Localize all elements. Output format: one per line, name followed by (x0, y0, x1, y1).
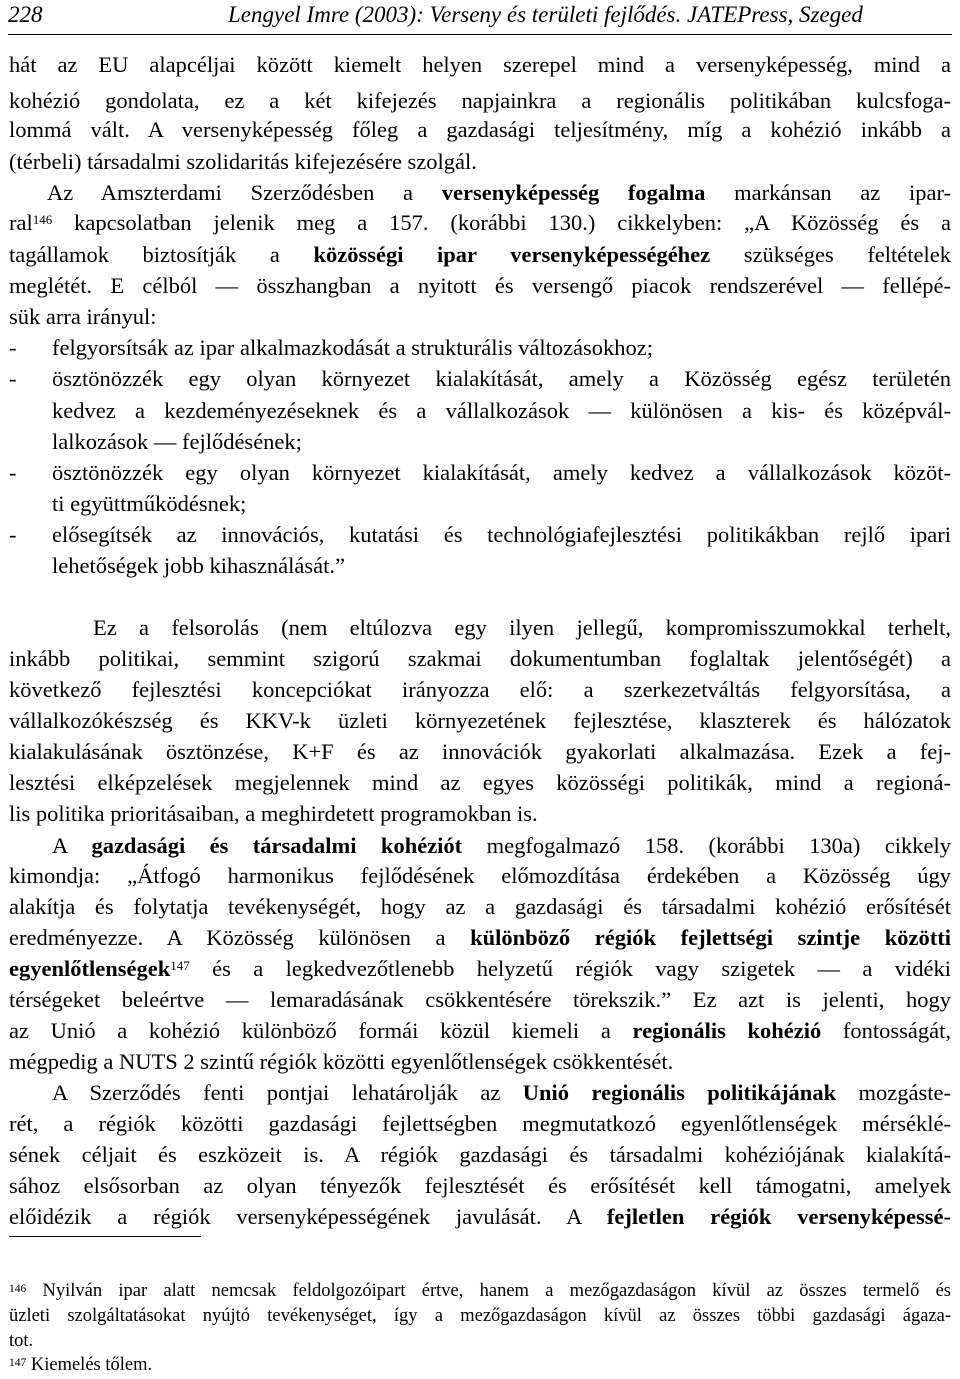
text-line: lommá vált. A versenyképesség főleg a gazdasági teljesítmény, míg a kohézió inkább a (9, 117, 951, 142)
list-item: felgyorsítsák az ipar alkalmazkodását a strukturális változásokhoz; (52, 335, 654, 360)
text-line (9, 209, 951, 237)
text-run: szükséges feltételek (710, 242, 952, 267)
text-line (47, 179, 951, 207)
text-run: A Szerződés fenti pontjai lehatárolják az (52, 1080, 523, 1105)
list-item-cont: lehetőségek jobb kihasználását.” (52, 553, 346, 578)
emphasis: egyenlőtlenségek (9, 956, 171, 981)
text-line: sük arra irányul: (9, 304, 157, 329)
footnote-text: Kiemelés tőlem. (26, 1355, 153, 1375)
text-line: alakítja és folytatja tevékenységét, hogy az a gazdasági és társadalmi kohézió erősítését (9, 894, 951, 919)
page-number: 228 (8, 2, 43, 27)
text-line: kohézió gondolata, ez a két kifejezés napjainkra a regionális politikában kulcsfoga- (9, 88, 951, 113)
list-item-cont: kedvez a kezdeményezéseknek és a vállalkozások — különösen a kis- és középvál- (52, 398, 951, 423)
text-line: meglétét. E célból — összhangban a nyitott és versengő piacok rendszerével — fellépé- (9, 273, 951, 298)
list-item: elősegítsék az innovációs, kutatási és technológiafejlesztési politikákban rejlő ipari (52, 522, 951, 547)
bullet-dash: - (9, 522, 17, 547)
text-line (9, 924, 951, 952)
text-run: előidézik a régiók versenyképességének javulását. A (9, 1204, 607, 1229)
emphasis: regionális kohézió (632, 1018, 822, 1043)
text-run: megfogalmazó 158. (korábbi 130a) cikkely (462, 833, 951, 858)
text-line: (térbeli) társadalmi szolidaritás kifejezésére szolgál. (9, 149, 477, 174)
text-run: eredményezze. A Közösség különösen a (9, 925, 471, 950)
bullet-dash: - (9, 335, 17, 360)
text-line: sához elsősorban az olyan tényezők fejlesztését és erősítését kell támogatni, amelyek (9, 1173, 951, 1198)
text-run: Az Amszterdami Szerződésben a (47, 180, 442, 205)
footnote-ref-146: 146 (32, 212, 53, 227)
emphasis: fejletlen régiók versenyképessé- (606, 1204, 951, 1229)
text-line: lis politika prioritásaiban, a meghirdetett programokban is. (9, 801, 538, 826)
footnote-147 (9, 1353, 951, 1377)
text-line: következő fejlesztési koncepciókat irányozza elő: a szerkezetváltás felgyorsítása, a (9, 677, 951, 702)
text-line: sének céljait és eszközeit is. A régiók gazdasági és társadalmi kohéziójának kialakítá- (9, 1142, 951, 1167)
list-item: ösztönözzék egy olyan környezet kialakítását, amely kedvez a vállalkozások közöt- (52, 460, 951, 485)
text-line (52, 832, 951, 860)
text-line: inkább politikai, semmint szigorú szakmai dokumentumban foglaltak jelentőségét) a (9, 646, 951, 671)
text-line: kialakulásának ösztönzése, K+F és az innovációk gyakorlati alkalmazása. Ezek a fej- (9, 739, 951, 764)
emphasis: versenyképesség fogalma (441, 180, 706, 205)
text-run: kapcsolatban jelenik meg a 157. (korábbi 130.) cikkelyben: „A Közösség és a (52, 210, 951, 235)
text-line (9, 241, 951, 269)
bullet-dash: - (9, 366, 17, 391)
footnote-number: 146 (9, 1283, 27, 1295)
bullet-dash: - (9, 460, 17, 485)
footnote-line: tot. (9, 1331, 34, 1351)
text-line: rét, a régiók közötti gazdasági fejlettségben megmutatkozó egyenlőtlenségek mérséklé- (9, 1111, 951, 1136)
emphasis: különböző régiók fejlettségi szintje közötti (470, 925, 951, 950)
footnote-text: Nyilván ipar alatt nemcsak feldolgozóipart értve, hanem a mezőgazdaságon kívül az összes termelő és (26, 1281, 951, 1301)
emphasis: gazdasági és társadalmi kohéziót (91, 833, 463, 858)
text-line: vállalkozókészség és KKV-k üzleti környezetének fejlesztése, klaszterek és hálózatok (9, 708, 951, 733)
text-line (9, 955, 951, 983)
footnote-separator (9, 1236, 201, 1237)
text-run: markánsan az ipar- (705, 180, 952, 205)
text-run: és a legkedvezőtlenebb helyzetű régiók vagy szigetek — a vidéki (189, 956, 951, 981)
footnote-146 (9, 1279, 951, 1303)
text-run: mozgáste- (836, 1080, 952, 1105)
text-line: térségeket beleértve — lemaradásának csökkentésére törekszik.” Ez azt is jelenti, hogy (9, 987, 951, 1012)
list-item-cont: lalkozások — fejlődésének; (52, 429, 302, 454)
footnote-number: 147 (9, 1357, 27, 1369)
list-item-cont: ti együttműködésnek; (52, 491, 247, 516)
text-run: ral (9, 210, 33, 235)
text-run: tagállamok biztosítják a (9, 242, 314, 267)
text-run: fontosságát, (821, 1018, 951, 1043)
footnote-ref-147: 147 (170, 958, 190, 973)
text-line (9, 1017, 951, 1045)
text-run: A (52, 833, 92, 858)
text-line: mégpedig a NUTS 2 szintű régiók közötti egyenlőtlenségek csökkentését. (9, 1049, 674, 1074)
text-line (9, 1203, 951, 1231)
text-line: hát az EU alapcéljai között kiemelt helyen szerepel mind a versenyképesség, mind a (9, 52, 951, 77)
text-line: Ez a felsorolás (nem eltúlozva egy ilyen jellegű, kompromisszumokkal terhelt, (93, 615, 951, 640)
running-header (8, 0, 952, 35)
list-item: ösztönözzék egy olyan környezet kialakítását, amely a Közösség egész területén (52, 366, 951, 391)
running-title: Lengyel Imre (2003): Verseny és területi fejlődés. JATEPress, Szeged (228, 2, 863, 27)
text-line: kimondja: „Átfogó harmonikus fejlődésének előmozdítása érdekében a Közösség úgy (9, 863, 951, 888)
text-line: lesztési elképzelések megjelennek mind az egyes közösségi politikák, mind a regioná- (9, 770, 951, 795)
footnote-line: üzleti szolgáltatásokat nyújtó tevékenységet, így a mezőgazdaságon kívül az összes többi gazdasági ágaza- (9, 1306, 951, 1326)
emphasis: közösségi ipar versenyképességéhez (313, 242, 711, 267)
text-run: az Unió a kohézió különböző formái közül kiemeli a (9, 1018, 633, 1043)
text-line (52, 1079, 951, 1107)
emphasis: Unió regionális politikájának (522, 1080, 837, 1105)
